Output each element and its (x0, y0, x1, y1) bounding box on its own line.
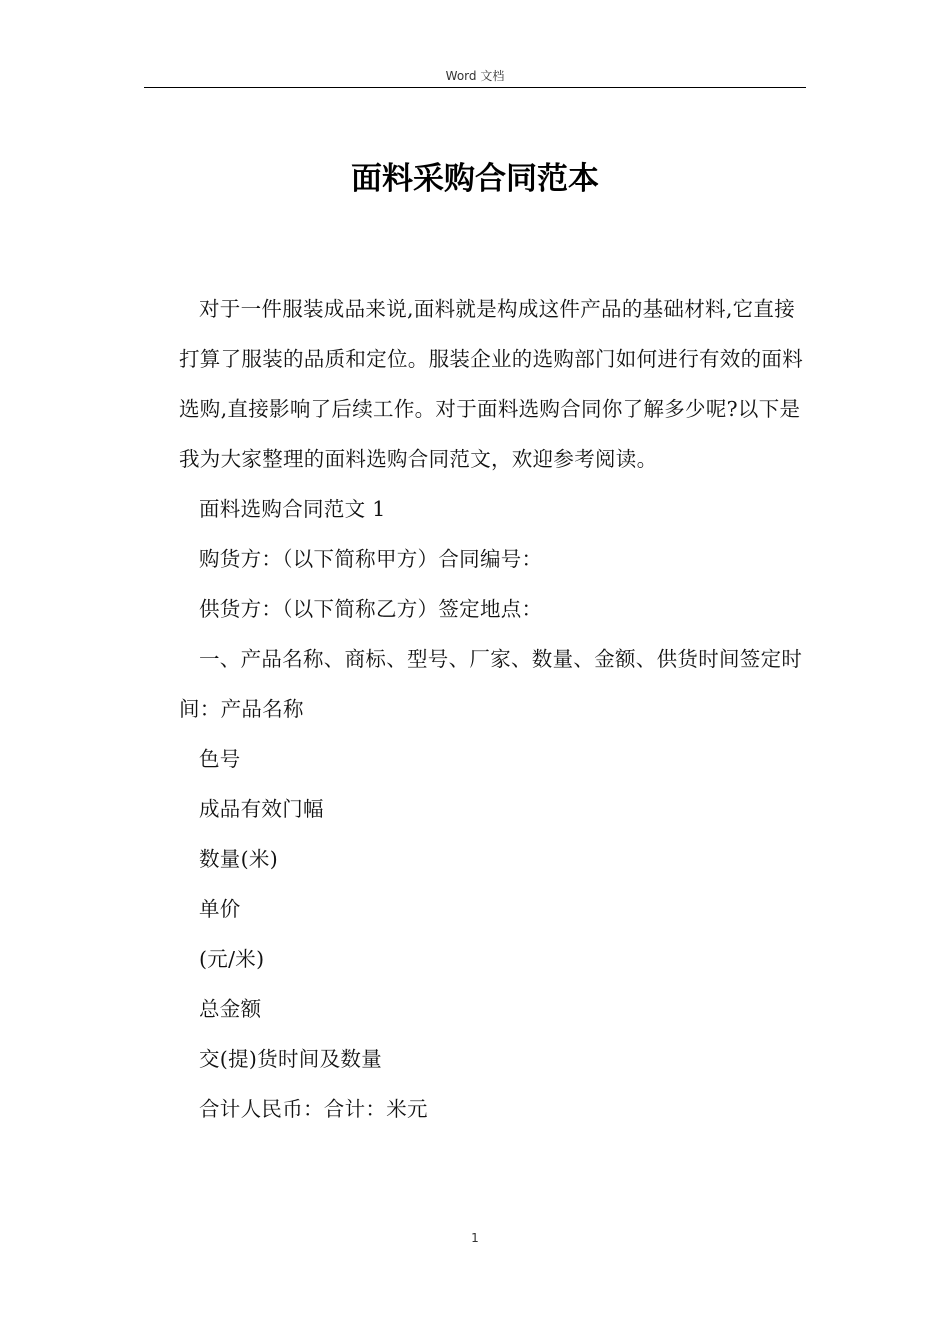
clause-one: 一、产品名称、商标、型号、厂家、数量、金额、供货时间签定时间：产品名称 (179, 647, 803, 721)
page-header-label: Word 文档 (445, 69, 505, 83)
section-heading: 面料选购合同范文 1 (199, 497, 386, 521)
document-body (179, 284, 803, 1134)
field-total-amount: 总金额 (199, 997, 262, 1021)
field-color-number: 色号 (199, 747, 241, 771)
field-quantity: 数量(米) (199, 847, 278, 871)
page-number: 1 (471, 1231, 479, 1245)
field-price-unit: (元/米) (199, 947, 265, 971)
document-title: 面料采购合同范本 (351, 161, 599, 197)
intro-paragraph: 对于一件服装成品来说,面料就是构成这件产品的基础材料,它直接打算了服装的品质和定位。服装企业的选购部门如何进行有效的面料选购,直接影响了后续工作。对于面料选购合同你了解多少呢?以下是我为大家整理的面料选购合同范文，欢迎参考阅读。 (179, 297, 803, 471)
buyer-line: 购货方：（以下简称甲方）合同编号： (199, 547, 543, 571)
header-divider (144, 87, 806, 88)
supplier-line: 供货方：（以下简称乙方）签定地点： (199, 597, 543, 621)
field-delivery-time: 交(提)货时间及数量 (199, 1047, 382, 1071)
field-effective-width: 成品有效门幅 (199, 797, 324, 821)
field-total-rmb: 合计人民币：合计：米元 (199, 1097, 428, 1121)
field-unit-price: 单价 (199, 897, 241, 921)
